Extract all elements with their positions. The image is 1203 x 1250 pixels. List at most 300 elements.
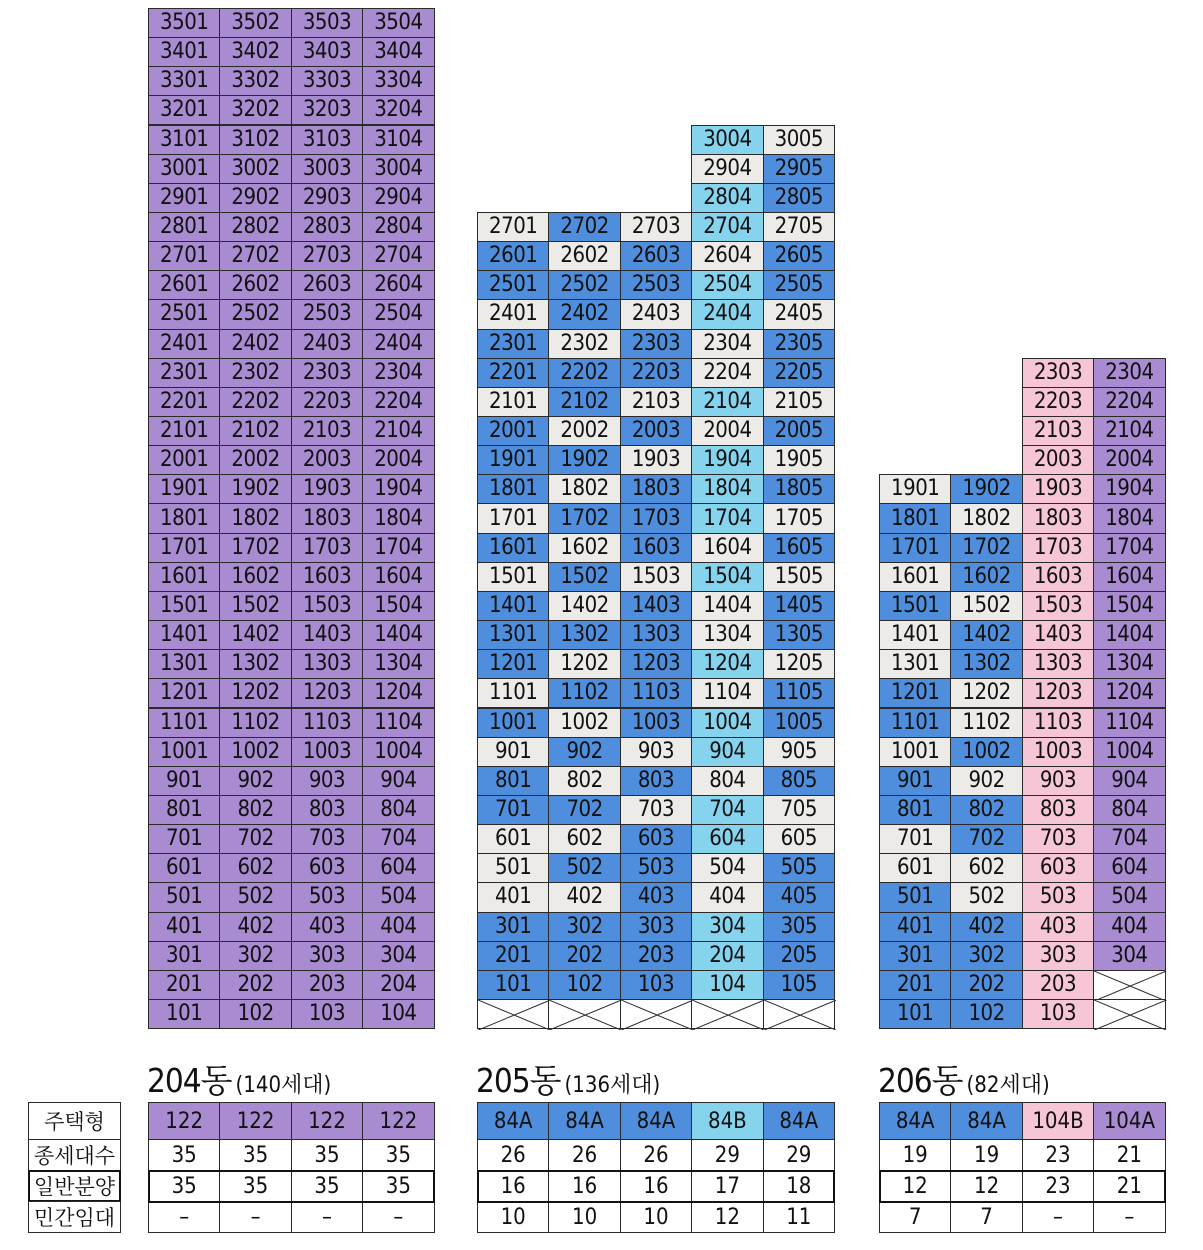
unit-cell: 1602	[950, 562, 1022, 592]
unit-cell: 603	[291, 853, 363, 883]
unit-cell: 202	[219, 970, 291, 1000]
unit-cell: 2805	[763, 183, 835, 213]
general-sale-cell: 35	[362, 1170, 434, 1202]
unit-cell: 3101	[148, 125, 220, 155]
household-count: (136세대)	[564, 1073, 661, 1098]
total-households-cell: 26	[620, 1139, 692, 1171]
unit-cell: 1501	[148, 591, 220, 621]
unit-cell: 1502	[219, 591, 291, 621]
unit-cell: 705	[763, 795, 835, 825]
unit-cell: 2104	[1093, 416, 1165, 446]
unit-cell: 1904	[362, 474, 434, 504]
unit-cell: 405	[763, 882, 835, 912]
unit-cell: 1004	[362, 737, 434, 767]
unit-cell: 1803	[291, 503, 363, 533]
unit-cell: 301	[477, 912, 549, 942]
unit-cell: 1702	[950, 533, 1022, 563]
unit-cell: 803	[620, 766, 692, 796]
unit-cell: 2901	[148, 183, 220, 213]
unit-cell: 1502	[548, 562, 620, 592]
row-label-housing-type: 주택형	[28, 1102, 121, 1140]
empty-unit	[691, 999, 763, 1029]
unit-cell: 2605	[763, 241, 835, 271]
unit-cell: 2304	[362, 358, 434, 388]
unit-cell: 1204	[691, 649, 763, 679]
unit-cell: 202	[950, 970, 1022, 1000]
unit-cell: 801	[477, 766, 549, 796]
unit-cell: 803	[291, 795, 363, 825]
unit-cell: 1601	[148, 562, 220, 592]
unit-cell: 1102	[548, 678, 620, 708]
general-sale-cell: 17	[691, 1170, 763, 1202]
unit-cell: 1804	[691, 474, 763, 504]
unit-cell: 1003	[1022, 737, 1094, 767]
unit-cell: 1701	[477, 503, 549, 533]
unit-cell: 703	[620, 795, 692, 825]
unit-cell: 2203	[291, 387, 363, 417]
unit-cell: 1405	[763, 591, 835, 621]
unit-cell: 2503	[620, 270, 692, 300]
unit-cell: 204	[691, 941, 763, 971]
unit-cell: 1703	[291, 533, 363, 563]
private-rental-cell: 7	[950, 1201, 1022, 1233]
unit-cell: 1905	[763, 445, 835, 475]
unit-cell: 2502	[548, 270, 620, 300]
unit-cell: 605	[763, 824, 835, 854]
unit-cell: 902	[219, 766, 291, 796]
unit-cell: 1504	[362, 591, 434, 621]
unit-cell: 2703	[291, 241, 363, 271]
unit-cell: 102	[950, 999, 1022, 1029]
unit-cell: 2903	[291, 183, 363, 213]
unit-cell: 1502	[950, 591, 1022, 621]
unit-cell: 201	[477, 941, 549, 971]
unit-cell: 601	[148, 853, 220, 883]
unit-cell: 1804	[362, 503, 434, 533]
empty-unit	[477, 999, 549, 1029]
unit-cell: 301	[879, 941, 951, 971]
unit-cell: 2601	[477, 241, 549, 271]
unit-cell: 1601	[879, 562, 951, 592]
unit-cell: 3303	[291, 66, 363, 96]
unit-cell: 3103	[291, 125, 363, 155]
unit-cell: 904	[362, 766, 434, 796]
total-households-cell: 26	[477, 1139, 549, 1171]
unit-cell: 902	[950, 766, 1022, 796]
unit-cell: 104	[362, 999, 434, 1029]
unit-cell: 802	[219, 795, 291, 825]
unit-cell: 1401	[148, 620, 220, 650]
unit-cell: 2704	[691, 212, 763, 242]
unit-cell: 2601	[148, 270, 220, 300]
unit-cell: 604	[362, 853, 434, 883]
unit-cell: 404	[691, 882, 763, 912]
private-rental-cell: –	[148, 1201, 220, 1233]
unit-cell: 2301	[148, 358, 220, 388]
unit-cell: 2301	[477, 329, 549, 359]
general-sale-cell: 35	[219, 1170, 291, 1202]
unit-cell: 2003	[1022, 445, 1094, 475]
unit-cell: 2305	[763, 329, 835, 359]
private-rental-cell: –	[1022, 1201, 1094, 1233]
unit-cell: 903	[620, 737, 692, 767]
unit-cell: 1802	[950, 503, 1022, 533]
unit-cell: 2003	[620, 416, 692, 446]
unit-cell: 3004	[691, 125, 763, 155]
unit-cell: 1301	[879, 649, 951, 679]
unit-cell: 1802	[219, 503, 291, 533]
unit-cell: 3502	[219, 8, 291, 38]
total-households-cell: 19	[879, 1139, 951, 1171]
unit-cell: 1501	[477, 562, 549, 592]
unit-cell: 2102	[219, 416, 291, 446]
unit-cell: 401	[148, 912, 220, 942]
unit-cell: 2302	[548, 329, 620, 359]
unit-cell: 1404	[1093, 620, 1165, 650]
unit-cell: 403	[291, 912, 363, 942]
unit-cell: 1801	[879, 503, 951, 533]
unit-cell: 2403	[620, 299, 692, 329]
unit-cell: 1501	[879, 591, 951, 621]
unit-cell: 2103	[291, 416, 363, 446]
unit-cell: 2202	[548, 358, 620, 388]
unit-cell: 1004	[691, 708, 763, 738]
unit-cell: 3004	[362, 154, 434, 184]
unit-cell: 1401	[879, 620, 951, 650]
unit-cell: 1304	[691, 620, 763, 650]
unit-cell: 701	[148, 824, 220, 854]
row-label-general-sale: 일반분양	[28, 1170, 121, 1202]
unit-cell: 102	[548, 970, 620, 1000]
unit-cell: 1705	[763, 503, 835, 533]
unit-cell: 404	[362, 912, 434, 942]
unit-cell: 2303	[620, 329, 692, 359]
unit-cell: 1002	[950, 737, 1022, 767]
unit-cell: 3302	[219, 66, 291, 96]
unit-cell: 1605	[763, 533, 835, 563]
unit-cell: 1303	[291, 649, 363, 679]
unit-cell: 2002	[219, 445, 291, 475]
unit-cell: 402	[219, 912, 291, 942]
unit-cell: 3402	[219, 37, 291, 67]
unit-cell: 504	[691, 853, 763, 883]
housing-type-cell: 122	[148, 1102, 220, 1140]
unit-cell: 2205	[763, 358, 835, 388]
unit-cell: 1704	[362, 533, 434, 563]
unit-cell: 2703	[620, 212, 692, 242]
unit-cell: 2803	[291, 212, 363, 242]
household-count: (140세대)	[235, 1073, 332, 1098]
total-households-cell: 35	[362, 1139, 434, 1171]
unit-cell: 1404	[362, 620, 434, 650]
unit-cell: 2904	[362, 183, 434, 213]
unit-cell: 1902	[950, 474, 1022, 504]
total-households-cell: 21	[1093, 1139, 1165, 1171]
unit-cell: 1402	[548, 591, 620, 621]
unit-cell: 2104	[691, 387, 763, 417]
unit-cell: 1002	[219, 737, 291, 767]
unit-cell: 2203	[620, 358, 692, 388]
unit-cell: 702	[950, 824, 1022, 854]
unit-cell: 2201	[477, 358, 549, 388]
empty-unit	[1093, 970, 1165, 1000]
unit-cell: 2404	[362, 329, 434, 359]
unit-cell: 2702	[548, 212, 620, 242]
unit-cell: 2105	[763, 387, 835, 417]
unit-cell: 2502	[219, 299, 291, 329]
unit-cell: 1505	[763, 562, 835, 592]
unit-cell: 2701	[477, 212, 549, 242]
unit-cell: 1201	[148, 678, 220, 708]
unit-cell: 1103	[291, 708, 363, 738]
unit-cell: 2604	[362, 270, 434, 300]
unit-cell: 103	[1022, 999, 1094, 1029]
unit-cell: 1103	[620, 678, 692, 708]
unit-cell: 904	[1093, 766, 1165, 796]
housing-type-cell: 84A	[620, 1102, 692, 1140]
unit-cell: 1403	[1022, 620, 1094, 650]
private-rental-cell: 11	[763, 1201, 835, 1233]
unit-cell: 504	[362, 882, 434, 912]
unit-cell: 1102	[950, 708, 1022, 738]
unit-cell: 1002	[548, 708, 620, 738]
unit-cell: 204	[362, 970, 434, 1000]
building-title	[147, 1055, 331, 1102]
unit-cell: 1603	[620, 533, 692, 563]
unit-cell: 2802	[219, 212, 291, 242]
unit-cell: 1701	[148, 533, 220, 563]
unit-cell: 2004	[362, 445, 434, 475]
unit-cell: 1902	[548, 445, 620, 475]
housing-type-cell: 84A	[950, 1102, 1022, 1140]
unit-cell: 3204	[362, 95, 434, 125]
unit-cell: 302	[548, 912, 620, 942]
private-rental-cell: 12	[691, 1201, 763, 1233]
unit-cell: 203	[291, 970, 363, 1000]
unit-cell: 2501	[477, 270, 549, 300]
unit-cell: 702	[548, 795, 620, 825]
unit-cell: 604	[691, 824, 763, 854]
unit-cell: 2501	[148, 299, 220, 329]
unit-cell: 2405	[763, 299, 835, 329]
unit-cell: 304	[691, 912, 763, 942]
unit-cell: 2603	[291, 270, 363, 300]
unit-cell: 2204	[362, 387, 434, 417]
private-rental-cell: 7	[879, 1201, 951, 1233]
unit-cell: 1203	[291, 678, 363, 708]
unit-cell: 3403	[291, 37, 363, 67]
unit-cell: 2005	[763, 416, 835, 446]
unit-cell: 1703	[1022, 533, 1094, 563]
general-sale-cell: 35	[291, 1170, 363, 1202]
unit-cell: 2103	[1022, 416, 1094, 446]
unit-cell: 1104	[1093, 708, 1165, 738]
unit-cell: 1702	[219, 533, 291, 563]
unit-cell: 401	[477, 882, 549, 912]
housing-type-cell: 84A	[763, 1102, 835, 1140]
unit-cell: 3001	[148, 154, 220, 184]
unit-cell: 1105	[763, 678, 835, 708]
unit-cell: 1101	[148, 708, 220, 738]
unit-cell: 1404	[691, 591, 763, 621]
unit-cell: 105	[763, 970, 835, 1000]
unit-cell: 1303	[1022, 649, 1094, 679]
general-sale-cell: 35	[148, 1170, 220, 1202]
unit-cell: 803	[1022, 795, 1094, 825]
housing-type-cell: 84B	[691, 1102, 763, 1140]
general-sale-cell: 18	[763, 1170, 835, 1202]
unit-cell: 1104	[362, 708, 434, 738]
unit-cell: 101	[148, 999, 220, 1029]
housing-type-cell: 122	[291, 1102, 363, 1140]
general-sale-cell: 16	[548, 1170, 620, 1202]
unit-cell: 1902	[219, 474, 291, 504]
unit-cell: 404	[1093, 912, 1165, 942]
unit-cell: 303	[291, 941, 363, 971]
unit-cell: 602	[219, 853, 291, 883]
unit-cell: 2101	[477, 387, 549, 417]
unit-cell: 1702	[548, 503, 620, 533]
unit-cell: 601	[879, 853, 951, 883]
unit-cell: 2102	[548, 387, 620, 417]
unit-cell: 2702	[219, 241, 291, 271]
private-rental-cell: 10	[548, 1201, 620, 1233]
unit-cell: 1003	[291, 737, 363, 767]
unit-cell: 1302	[219, 649, 291, 679]
unit-cell: 2503	[291, 299, 363, 329]
unit-cell: 1304	[1093, 649, 1165, 679]
unit-cell: 603	[1022, 853, 1094, 883]
unit-cell: 502	[548, 853, 620, 883]
unit-cell: 2103	[620, 387, 692, 417]
unit-cell: 2003	[291, 445, 363, 475]
building-title	[878, 1055, 1050, 1102]
unit-cell: 901	[879, 766, 951, 796]
unit-cell: 1903	[1022, 474, 1094, 504]
unit-cell: 1301	[477, 620, 549, 650]
unit-cell: 1001	[879, 737, 951, 767]
unit-cell: 3003	[291, 154, 363, 184]
unit-cell: 903	[291, 766, 363, 796]
unit-cell: 1503	[291, 591, 363, 621]
unit-cell: 301	[148, 941, 220, 971]
unit-cell: 901	[477, 737, 549, 767]
unit-cell: 1302	[950, 649, 1022, 679]
unit-cell: 601	[477, 824, 549, 854]
unit-cell: 2402	[219, 329, 291, 359]
unit-cell: 704	[1093, 824, 1165, 854]
general-sale-cell: 16	[477, 1170, 549, 1202]
unit-cell: 1302	[548, 620, 620, 650]
unit-cell: 2902	[219, 183, 291, 213]
private-rental-cell: –	[219, 1201, 291, 1233]
general-sale-cell: 21	[1093, 1170, 1165, 1202]
unit-cell: 2504	[362, 299, 434, 329]
unit-cell: 801	[879, 795, 951, 825]
unit-cell: 1805	[763, 474, 835, 504]
private-rental-cell: 10	[620, 1201, 692, 1233]
unit-cell: 2504	[691, 270, 763, 300]
housing-type-cell: 84A	[477, 1102, 549, 1140]
unit-cell: 1703	[620, 503, 692, 533]
unit-cell: 1403	[620, 591, 692, 621]
unit-cell: 403	[620, 882, 692, 912]
total-households-cell: 35	[148, 1139, 220, 1171]
unit-cell: 2602	[219, 270, 291, 300]
unit-cell: 905	[763, 737, 835, 767]
unit-cell: 1201	[879, 678, 951, 708]
unit-cell: 201	[879, 970, 951, 1000]
housing-type-cell: 104B	[1022, 1102, 1094, 1140]
general-sale-cell: 12	[950, 1170, 1022, 1202]
unit-cell: 1901	[148, 474, 220, 504]
building-name: 205동	[476, 1061, 561, 1100]
unit-cell: 1604	[1093, 562, 1165, 592]
unit-cell: 1801	[148, 503, 220, 533]
unit-cell: 1205	[763, 649, 835, 679]
unit-cell: 2303	[1022, 358, 1094, 388]
unit-cell: 3404	[362, 37, 434, 67]
unit-cell: 402	[950, 912, 1022, 942]
unit-cell: 1601	[477, 533, 549, 563]
total-households-cell: 29	[691, 1139, 763, 1171]
unit-cell: 2401	[477, 299, 549, 329]
unit-cell: 504	[1093, 882, 1165, 912]
unit-cell: 503	[620, 853, 692, 883]
housing-type-cell: 84A	[548, 1102, 620, 1140]
unit-cell: 1901	[879, 474, 951, 504]
unit-cell: 303	[1022, 941, 1094, 971]
unit-cell: 1203	[1022, 678, 1094, 708]
unit-cell: 703	[291, 824, 363, 854]
unit-cell: 3503	[291, 8, 363, 38]
unit-cell: 1201	[477, 649, 549, 679]
unit-cell: 603	[620, 824, 692, 854]
unit-cell: 502	[950, 882, 1022, 912]
total-households-cell: 29	[763, 1139, 835, 1171]
unit-cell: 403	[1022, 912, 1094, 942]
unit-cell: 704	[362, 824, 434, 854]
unit-cell: 2204	[1093, 387, 1165, 417]
unit-cell: 2004	[691, 416, 763, 446]
unit-cell: 1604	[362, 562, 434, 592]
unit-cell: 1503	[1022, 591, 1094, 621]
unit-cell: 902	[548, 737, 620, 767]
total-households-cell: 26	[548, 1139, 620, 1171]
unit-cell: 701	[477, 795, 549, 825]
unit-cell: 1101	[879, 708, 951, 738]
unit-cell: 602	[950, 853, 1022, 883]
unit-cell: 1102	[219, 708, 291, 738]
unit-cell: 901	[148, 766, 220, 796]
building-name: 204동	[147, 1061, 232, 1100]
unit-cell: 802	[950, 795, 1022, 825]
unit-cell: 1801	[477, 474, 549, 504]
unit-cell: 2404	[691, 299, 763, 329]
unit-cell: 1602	[548, 533, 620, 563]
unit-cell: 1804	[1093, 503, 1165, 533]
unit-cell: 1901	[477, 445, 549, 475]
household-count: (82세대)	[966, 1073, 1050, 1098]
housing-type-cell: 122	[219, 1102, 291, 1140]
unit-cell: 1903	[620, 445, 692, 475]
unit-cell: 1104	[691, 678, 763, 708]
unit-cell: 503	[291, 882, 363, 912]
unit-cell: 2304	[1093, 358, 1165, 388]
unit-cell: 1304	[362, 649, 434, 679]
unit-cell: 805	[763, 766, 835, 796]
unit-cell: 804	[691, 766, 763, 796]
